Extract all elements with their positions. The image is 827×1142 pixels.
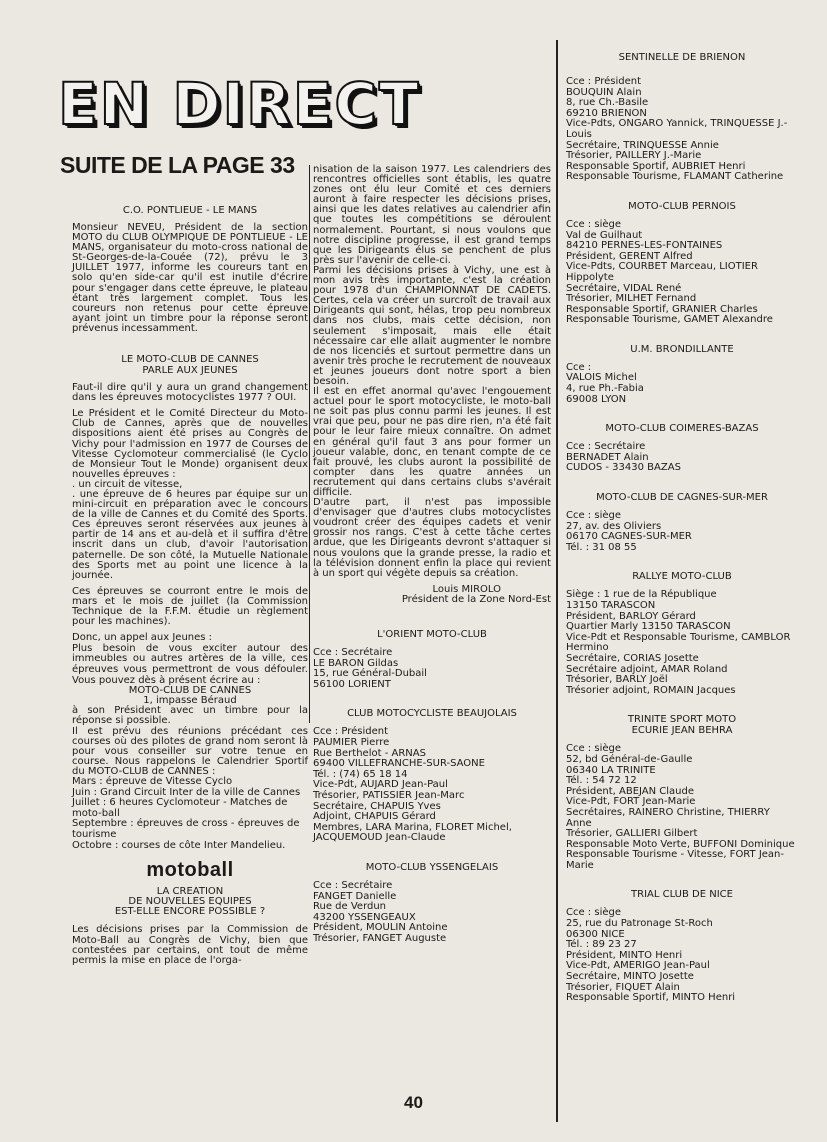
signature-name: Louis MIROLO (432, 583, 501, 595)
section-title-creation-2: DE NOUVELLES EQUIPES (128, 896, 252, 908)
club-details: Siège : 1 rue de la République 13150 TARASCON Président, BARLOY Gérard Quartier Marly 13150 TARASCON Vice-Pdt et Responsable Tourisme, CAMBLOR Hermino Secrétaire, CORIAS Josette Secrétaire adjoint, AMAR Roland Trésorier, BARLY Joël Trésorier adjoint, ROMAIN Jacques (566, 589, 791, 696)
paragraph: Il est prévu des réunions précédant ces courses où des pilotes de grand nom seront là pour vous conseiller sur votre tenue en course. Nous rappelons le Calendrier Sportif du MOTO-CLUB de CANNES : (72, 725, 308, 777)
club-details: Cce : Secrétaire BERNADET Alain CUDOS - 33430 BAZAS (566, 441, 681, 474)
paragraph: Donc, un appel aux Jeunes : Plus besoin de vous exciter autour des immeubles ou autres artères de la ville, ces épreuves vous permettront de vous défouler. Vous pouvez dès à présent écrire au : (72, 632, 308, 686)
section-title-cannes-2: PARLE AUX JEUNES (142, 365, 238, 377)
signature-title: Président de la Zone Nord-Est (401, 593, 551, 605)
motoball-heading: motoball (146, 859, 234, 882)
club-title-trial-nice: TRIAL CLUB DE NICE (631, 889, 733, 901)
paragraph: D'autre part, il n'est pas impossible d'envisager que d'autres clubs motocyclistes voudront créer des équipes cadets et venir grossir nos rangs. C'est à cette tâche certes ardue, que les Dirigeants devront s'attaquer si nous voulons que la grande presse, la radio et la télévision donnent enfin la place qui revient à un sport qui végète depuis sa création. (313, 497, 551, 579)
section-title-pontlieue: C.O. PONTLIEUE - LE MANS (122, 205, 258, 216)
club-title-coimeres-bazas: MOTO-CLUB COIMERES-BAZAS (605, 423, 759, 435)
club-details: Cce : Président BOUQUIN Alain 8, rue Ch.-Basile 69210 BRIENON Vice-Pdts, ONGARO Yannick, TRINQUESSE J.-Louis Secrétaire, TRINQUESSE Annie Trésorier, PAILLERY J.-Marie Responsable Sportif, AUBRIET Henri Responsable Tourisme, FLAMANT Catherine (566, 76, 788, 183)
club-title-brondillante: U.M. BRONDILLANTE (630, 343, 734, 355)
club-details: Cce : siège 27, av. des Oliviers 06170 CAGNES-SUR-MER Tél. : 31 08 55 (566, 510, 692, 553)
en-direct-banner: EN DIRECT (58, 70, 421, 138)
column-divider-right (556, 40, 558, 1122)
list-item: . une épreuve de 6 heures par équipe sur un mini-circuit en préparation avec le concours de la ville de Cannes et du Comité des Sports. Ces épreuves seront réservées aux jeunes à partir de 14 ans et au-delà et il suffira d'être inscrit dans un club, d'avoir l'autorisation paternelle. De son côté, la Mutuelle Nationale des Sports met au point une licence à la journée. (72, 488, 308, 581)
club-details: Cce : siège Val de Guilhaut 84210 PERNES-LES-FONTAINES Président, GERENT Alfred Vice-Pdts, COURBET Marceau, LIOTIER Hippolyte Secrétaire, VIDAL René Trésorier, MILHET Fernand Responsable Sportif, GRANIER Charles Responsable Tourisme, GAMET Alexandre (566, 218, 773, 326)
paragraph: nisation de la saison 1977. Les calendriers des rencontres officielles sont établis, les quatre zones ont élu leur Comité et ces derniers auront à faire respecter les décisions prises, ainsi que les dates relatives au calendrier afin que toutes les compétitions se déroulent normalement. Pourtant, si nous voulons que notre discipline progresse, il est grand temps que les Dirigeants élus se penchent de plus près sur l'avenir de celle-ci. (313, 164, 551, 266)
club-title-trinite-1: TRINITE SPORT MOTO (627, 714, 737, 726)
section-title-creation-3: EST-ELLE ENCORE POSSIBLE ? (114, 906, 266, 918)
suite-heading: SUITE DE LA PAGE 33 (60, 152, 295, 178)
section-title-cannes-1: LE MOTO-CLUB DE CANNES (121, 354, 259, 366)
club-title-brienon: SENTINELLE DE BRIENON (618, 52, 746, 63)
paragraph: Ces épreuves se courront entre le mois de mars et le mois de juillet (la Commission Technique de la F.F.M. étudie un règlement pour les machines). (72, 585, 308, 628)
paragraph: Il est en effet anormal qu'avec l'engouement actuel pour le sport motocycliste, le moto-ball ne soit pas plus connu parmi les jeunes. Il est vrai que peu, pour ne pas dire rien, n'a été fait pour le leur faire mieux connaître. On admet en général qu'il faut 3 ans pour former un joueur valable, donc, en tenant compte de ce fait prouvé, les clubs auront la possibilité de compter dans les quatre années un recrutement qui dans certains clubs s'avérait difficile. (313, 386, 551, 498)
page-number: 40 (404, 1093, 423, 1112)
club-details: Cce : Président PAUMIER Pierre Rue Berthelot - ARNAS 69400 VILLEFRANCHE-SUR-SAONE Tél. : (74) 65 18 14 Vice-Pdt, AUJARD Jean-Paul Trésorier, PATISSIER Jean-Marc Secrétaire, CHAPUIS Yves Adjoint, CHAPUIS Gérard Membres, LARA Marina, FLORET Michel, JACQUEMOUD Jean-Claude (313, 726, 512, 844)
paragraph: Monsieur NEVEU, Président de la section MOTO du CLUB OLYMPIQUE DE PONTLIEUE - LE MANS, organisateur du moto-cross national de St-Georges-de-la-Couée (72), prévu le 3 JUILLET 1977, informe les coureurs tant en solo qu'en side-car qu'il est inutile d'écrire pour s'engager dans cette épreuve, le plateau étant très largement complet. Tous les coureurs non retenus pour cette épreuve ayant joint un timbre pour la réponse seront prévenus incessamment. (72, 222, 308, 334)
section-title-creation-1: LA CREATION (156, 886, 224, 898)
column-divider-left (309, 165, 310, 723)
club-details: Cce : VALOIS Michel 4, rue Ph.-Fabia 69008 LYON (566, 361, 644, 405)
paragraph: Les décisions prises par la Commission de Moto-Ball au Congrès de Vichy, bien que contestées par certains, ont tout de même permis la mise en place de l'orga- (72, 924, 308, 966)
column-middle (313, 165, 551, 963)
club-details: Cce : siège 52, bd Général-de-Gaulle 06340 LA TRINITE Tél. : 54 72 12 Président, ABEJAN Claude Vice-Pdt, FORT Jean-Marie Secrétaires, RAINERO Christine, THIERRY Anne Trésorier, GALLIERI Gilbert Responsable Moto Verte, BUFFONI Dominique Responsable Tourisme - Vitesse, FORT Jean-Marie (566, 743, 795, 871)
paragraph: Parmi les décisions prises à Vichy, une est à mon avis très importante, c'est la création pour 1978 d'un CHAMPIONNAT DE CADETS. Certes, cela va créer un surcroît de travail aux Dirigeants qui sont, hélas, trop peu nombreux dans nos clubs, mais cette décision, non seulement s'imposait, mais elle était nécessaire car elle allait augmenter le nombre de nos licenciés et surtout permettre dans un avenir très proche le recrutement de nouveaux et jeunes joueurs dont notre sport a bien besoin. (313, 264, 551, 387)
column-left (72, 205, 308, 966)
club-title-pernois: MOTO-CLUB PERNOIS (628, 200, 736, 212)
club-details: Cce : siège 25, rue du Patronage St-Roch 06300 NICE Tél. : 89 23 27 Président, MINTO Henri Vice-Pdt, AMERIGO Jean-Paul Secrétaire, MINTO Josette Trésorier, FIQUET Alain Responsable Sportif, MINTO Henri (566, 907, 736, 1004)
club-details: Cce : Secrétaire LE BARON Gildas 15, rue Général-Dubail 56100 LORIENT (313, 647, 427, 690)
club-title-lorient: L'ORIENT MOTO-CLUB (377, 629, 487, 641)
list-item: . un circuit de vitesse, (72, 478, 183, 490)
paragraph: Le Président et le Comité Directeur du Moto-Club de Cannes, après que de nouvelles dispositions aient été prises au Congrès de Vichy pour l'admission en 1977 de Courses de Vitesse Cyclomoteur commercialisé (le Cyclo de Monsieur Tout le Monde) organisent deux nouvelles épreuves : (72, 408, 308, 480)
club-title-yssengelais: MOTO-CLUB YSSENGELAIS (365, 861, 499, 873)
paragraph: à son Président avec un timbre pour la réponse si possible. (72, 705, 308, 727)
club-details: Cce : Secrétaire FANGET Danielle Rue de Verdun 43200 YSSENGEAUX Président, MOULIN Antoine Trésorier, FANGET Auguste (313, 879, 448, 944)
address-line: MOTO-CLUB DE CANNES (128, 685, 252, 697)
paragraph: Faut-il dire qu'il y aura un grand changement dans les épreuves motocyclistes 1977 ? OUI. (72, 382, 308, 404)
club-title-trinite-2: ECURIE JEAN BEHRA (631, 725, 733, 737)
club-title-beaujolais: CLUB MOTOCYCLISTE BEAUJOLAIS (347, 708, 517, 720)
club-title-rallye: RALLYE MOTO-CLUB (632, 571, 732, 583)
address-line: 1, impasse Béraud (143, 695, 237, 707)
calendar-list: Mars : épreuve de Vitesse Cyclo Juin : Grand Circuit Inter de la ville de Cannes Juillet : 6 heures Cyclomoteur - Matches de moto-ball Septembre : épreuves de cross - épreuves de tourisme Octobre : courses de côte Inter Mandelieu. (72, 776, 301, 851)
column-right (566, 52, 798, 1022)
club-title-cagnes: MOTO-CLUB DE CAGNES-SUR-MER (596, 492, 768, 504)
